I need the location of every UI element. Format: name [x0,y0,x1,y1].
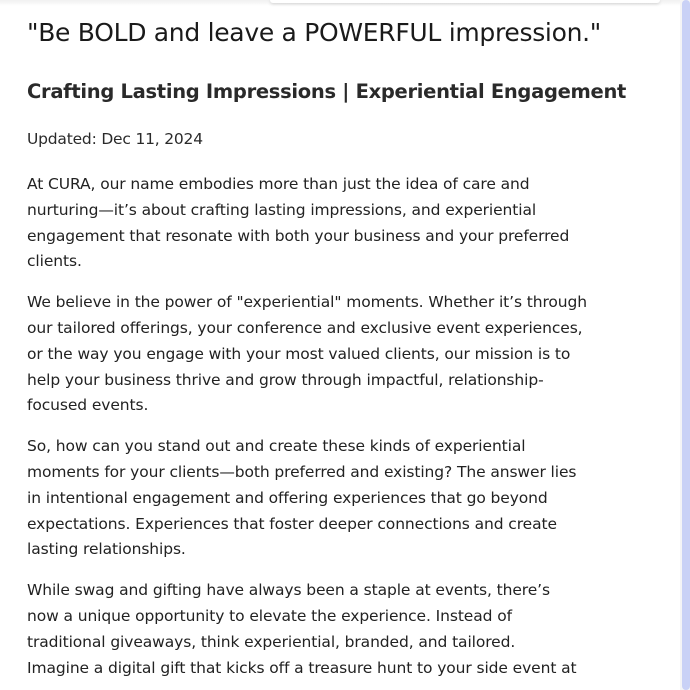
paragraph-line: in intentional engagement and offering experiences that go beyond [27,488,548,507]
paragraph-line: traditional giveaways, think experiential, branded, and tailored. [27,632,516,651]
paragraph-line: or the way you engage with your most valued clients, our mission is to [27,344,571,363]
paragraph-line: expectations. Experiences that foster deeper connections and create [27,514,557,533]
paragraph-line: engagement that resonate with both your business and your preferred [27,226,570,245]
paragraph-line: moments for your clients—both preferred and existing? The answer lies [27,462,577,481]
paragraph-line: At CURA, our name embodies more than just the idea of care and [27,175,530,193]
paragraph-line: While swag and gifting have always been a staple at events, there’s [27,581,550,600]
top-card-edge [270,0,660,3]
paragraph-line: lasting relationships. [27,540,186,559]
paragraph-line: focused events. [27,396,149,415]
paragraph-line: We believe in the power of "experiential" moments. Whether it’s through [27,293,587,312]
paragraph-line: nurturing—it’s about crafting lasting impressions, and experiential [27,200,537,219]
article-body [27,172,657,690]
scrollbar-thumb[interactable] [682,0,690,690]
article-paragraph [27,578,657,681]
paragraph-line: help your business thrive and grow through impactful, relationship- [27,370,544,389]
paragraph-line: our tailored offerings, your conference and exclusive event experiences, [27,318,583,337]
article-title: "Be BOLD and leave a POWERFUL impression." [27,18,601,47]
paragraph-line: Imagine a digital gift that kicks off a treasure hunt to your side event at [27,658,577,677]
updated-date: Updated: Dec 11, 2024 [27,130,203,148]
article-paragraph [27,290,657,419]
article-paragraph [27,172,657,275]
scrollbar-track[interactable] [680,0,690,690]
paragraph-line: now a unique opportunity to elevate the experience. Instead of [27,606,512,625]
paragraph-line: So, how can you stand out and create these kinds of experiential [27,437,526,456]
paragraph-line: clients. [27,252,82,271]
article-subtitle: Crafting Lasting Impressions | Experiential Engagement [27,80,627,103]
article-paragraph [27,434,657,563]
